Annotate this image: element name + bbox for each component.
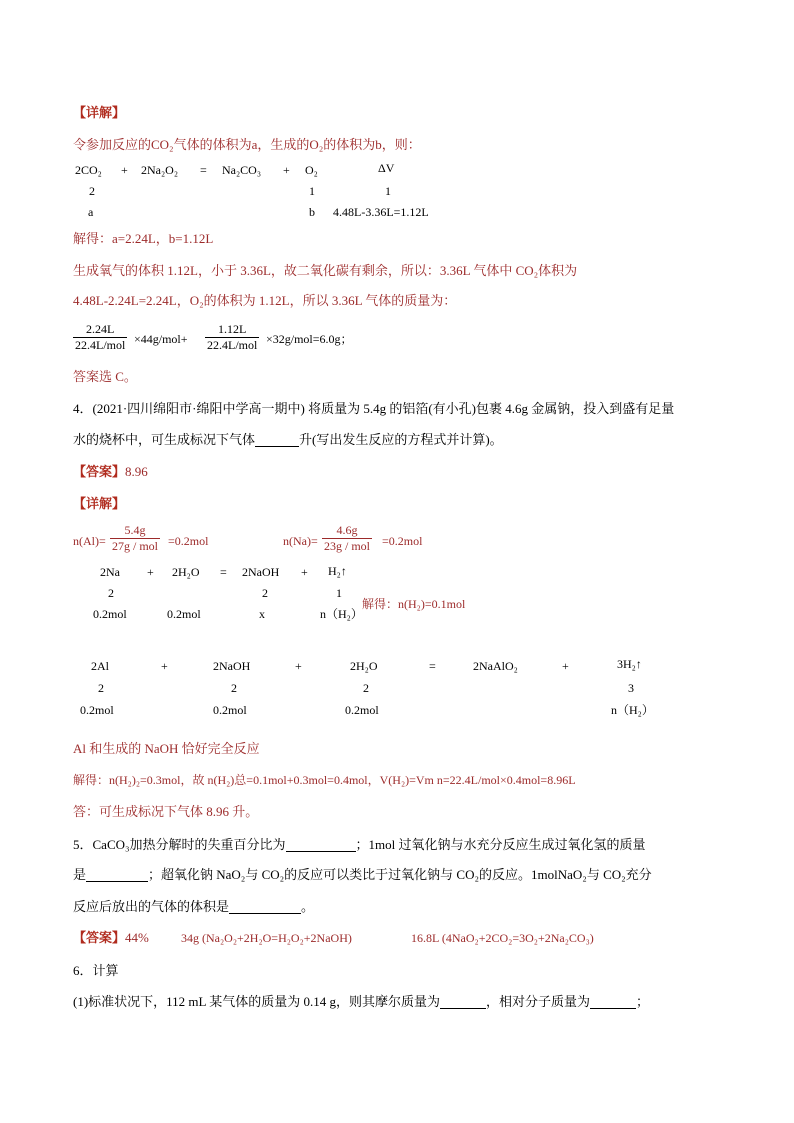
question-6-line-1: (1)标准状况下，112 mL 某气体的质量为 0.14 g，则其摩尔质量为 ，相对分子质量为 ； bbox=[73, 994, 650, 1009]
question-4-line-2: 水的烧杯中，可生成标况下气体 升(写出发生反应的方程式并计算)。 bbox=[73, 432, 503, 447]
fraction-na: 4.6g 23g / mol bbox=[324, 523, 371, 553]
fraction-o2: 1.12L 22.4L/mol bbox=[207, 322, 258, 352]
fraction-al: 5.4g 27g / mol bbox=[112, 523, 159, 553]
final-answer-q4: 答：可生成标况下气体 8.96 升。 bbox=[73, 804, 259, 819]
answer-blank bbox=[255, 432, 299, 447]
fraction-co2: 2.24L 22.4L/mol bbox=[75, 322, 126, 352]
answer-choice-q3: 答案选 C。 bbox=[73, 369, 137, 384]
explanation-line-1: 生成氧气的体积 1.12L，小于 3.36L，故二氧化碳有剩余，所以：3.36L 气体中 CO₂体积为 bbox=[73, 263, 578, 278]
answer-blank bbox=[286, 837, 356, 852]
detail-intro: 令参加反应的CO₂气体的体积为a，生成的O₂的体积为b，则： bbox=[73, 137, 421, 152]
solve-result-q3: 解得：a=2.24L，b=1.12L bbox=[73, 231, 214, 246]
question-6-title: 6．计算 bbox=[73, 963, 119, 978]
answer-q5: 【答案】44% 34g (Na₂O₂+2H₂O=H₂O₂+2NaOH) 16.8L (4NaO₂+2CO₂=3O₂+2Na₂CO₃) bbox=[73, 930, 594, 945]
answer-blank bbox=[590, 994, 636, 1009]
answer-blank bbox=[440, 994, 486, 1009]
detail-heading-q4: 【详解】 bbox=[73, 496, 126, 511]
detail-heading-q3: 【详解】 bbox=[73, 105, 126, 120]
explanation-line-2: 4.48L-2.24L=2.24L，O₂的体积为 1.12L，所以 3.36L 气体的质量为： bbox=[73, 293, 457, 308]
solve-result-q4: 解得：n(H₂)₂=0.3mol，故 n(H₂)总=0.1mol+0.3mol=0.4mol，V(H₂)=Vm n=22.4L/mol×0.4mol=8.96L bbox=[73, 773, 576, 787]
document-page: 【详解】 令参加反应的CO₂气体的体积为a，生成的O₂的体积为b，则： 2CO₂ + 2Na₂O₂ = Na₂CO₃ + O₂ ΔV 2 1 1 a b 4.48L-3.36L=1.12L 解得：a=2.24L，b=1.12L 生成氧气的体积 1.12L，小于 3.36L，故二氧化碳有剩余，所以：3.36L 气体中 CO₂体积为 4.48L-2.24L=2.24L，O₂的体积为 1.12L，所以 3.36L 气体的质量为： 2.24L 22.4L/mol ×44g/mol+ 1.12L 22.4L/mol ×32g/mol=6.0g； 答案选 C。 4．(2021·四川绵阳市·绵阳中学高一期中) 将质量为 5.4g 的铝箔(有小孔)包裹 4.6g 金属钠，投入到盛有足量 水的烧杯中，可生成标况下气体 升(写出发生反应的方程式并计算)。 【答案】8.96 【详解】 n(Al)= 5.4g 27g / mol =0.2mol n(Na)= 4.6g 23g / mol =0.2mol 2Na + 2H₂O = 2NaOH + H₂↑ 2 2 1 0.2mol 0.2mol x n（H₂） 解得：n(H₂)=0.1mol 2Al + 2NaOH + 2H₂O = 2NaAlO₂ + 3H₂↑ 2 2 2 3 0.2mol 0.2mol 0.2mol n（H₂） Al 和生成的 NaOH 恰好完全反应 解得：n(H₂)₂=0.3mol，故 n(H₂)总=0.1mol+0.3mol=0.4mol，V(H₂)=Vm n=22.4L/mol×0.4mol=8.96L 答：可生成标况下气体 8.96 升。 5．CaCO₃加热分解时的失重百分比为 ；1mol 过氧化钠与水充分反应生成过氧化氢的质量 是 ；超氧化钠 NaO₂与 CO₂的反应可以类比于过氧化钠与 CO₂的反应。1molNaO₂与 CO₂充分 反应后放出的气体的体积是 。 【答案】44% 34g (Na₂O₂+2H₂O=H₂O₂+2NaOH) 16.8L (4NaO₂+2CO₂=3O₂+2Na₂CO₃) 6．计算 (1)标准状况下，112 mL 某气体的质量为 0.14 g，则其摩尔质量为 ，相对分子质量为 ； bbox=[73, 105, 675, 1009]
question-5-line-3: 反应后放出的气体的体积是 。 bbox=[73, 899, 315, 914]
question-5-line-1: 5．CaCO₃加热分解时的失重百分比为 ；1mol 过氧化钠与水充分反应生成过氧化氢的质量 bbox=[73, 837, 646, 852]
answer-blank bbox=[86, 867, 148, 882]
question-4-line-1: 4．(2021·四川绵阳市·绵阳中学高一期中) 将质量为 5.4g 的铝箔(有小孔)包裹 4.6g 金属钠，投入到盛有足量 bbox=[73, 401, 675, 416]
reaction-note: Al 和生成的 NaOH 恰好完全反应 bbox=[73, 741, 260, 756]
question-5-line-2: 是 ；超氧化钠 NaO₂与 CO₂的反应可以类比于过氧化钠与 CO₂的反应。1molNaO₂与 CO₂充分 bbox=[73, 867, 652, 882]
answer-q4: 【答案】8.96 bbox=[73, 464, 148, 479]
answer-blank bbox=[229, 899, 301, 914]
